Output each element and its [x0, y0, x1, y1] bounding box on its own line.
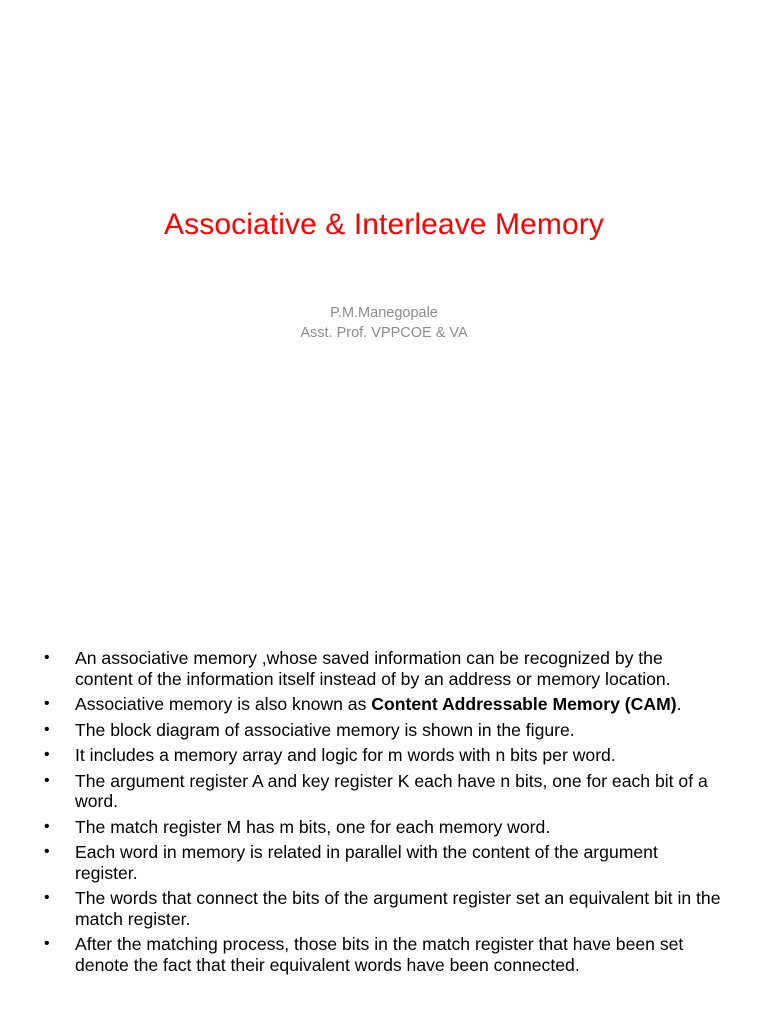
bullet-dot-icon: •: [44, 843, 50, 860]
bullet-item: [0, 745, 768, 766]
bullet-item: [0, 720, 768, 741]
bullet-item: [0, 842, 768, 883]
bullet-dot-icon: •: [44, 771, 50, 789]
bullet-text: After the matching process, those bits in the match register that have been set denote the fact that their equivalent words have been connected.: [75, 934, 684, 975]
bullet-text: The match register M has m bits, one for each memory word.: [75, 816, 551, 837]
slide-title: Associative & Interleave Memory: [164, 208, 604, 241]
bullet-text-prefix: Associative memory is also known as: [75, 694, 372, 714]
bullet-text: The words that connect the bits of the argument register set an equivalent bit in the match register.: [75, 888, 721, 929]
author-affiliation: Asst. Prof. VPPCOE & VA: [300, 325, 468, 341]
bullet-text-bold: Content Addressable Memory (CAM): [371, 694, 677, 714]
bullet-list: [0, 648, 768, 980]
bullet-dot-icon: •: [44, 889, 50, 906]
bullet-item: [0, 648, 768, 689]
bullet-dot-icon: •: [44, 746, 50, 763]
bullet-item: [0, 934, 768, 975]
bullet-text: An associative memory ,whose saved information can be recognized by the content of the information itself instead of by an address or memory location.: [75, 648, 671, 689]
slide-subtitle: [0, 303, 768, 343]
bullet-text: Each word in memory is related in parallel with the content of the argument register.: [75, 842, 658, 883]
author-name: P.M.Manegopale: [330, 305, 438, 321]
bullet-item: [0, 817, 768, 838]
bullet-text: The argument register A and key register K each have n bits, one for each bit of a word.: [75, 770, 708, 811]
bullet-dot-icon: •: [44, 720, 50, 738]
content-slide: [0, 610, 768, 1024]
bullet-dot-icon: •: [44, 649, 50, 666]
bullet-text: The block diagram of associative memory is shown in the figure.: [75, 719, 575, 740]
bullet-item: [0, 888, 768, 929]
bullet-text-suffix: .: [676, 694, 682, 714]
bullet-item: [0, 694, 768, 715]
bullet-dot-icon: •: [44, 817, 50, 835]
bullet-dot-icon: •: [44, 695, 50, 712]
bullet-dot-icon: •: [44, 935, 50, 952]
bullet-item: [0, 771, 768, 812]
bullet-text: It includes a memory array and logic for m words with n bits per word.: [75, 745, 616, 765]
